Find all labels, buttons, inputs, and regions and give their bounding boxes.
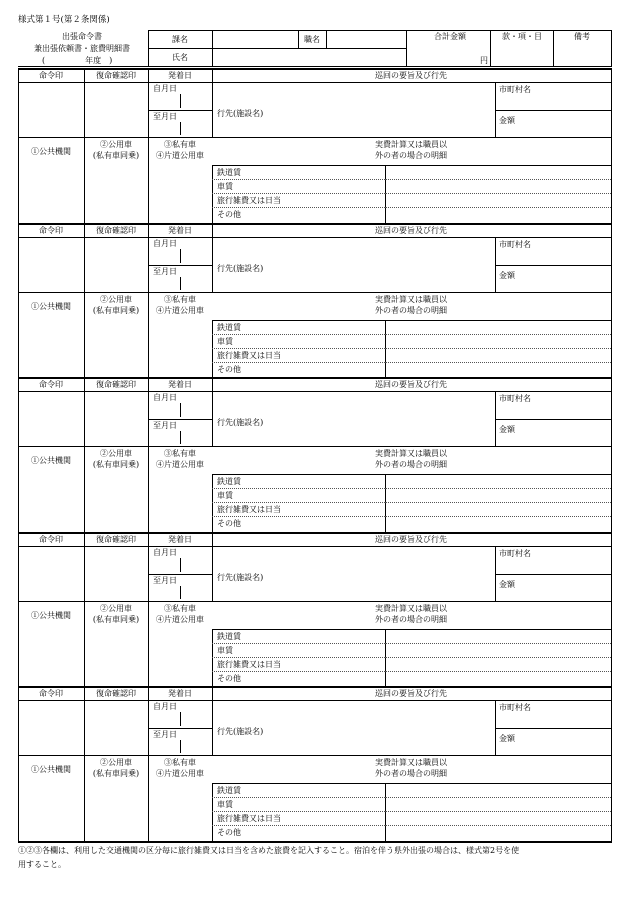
vehicle-label: 車賃 (217, 491, 233, 500)
to-date-label: 至月日 (153, 576, 177, 585)
actual-cost-label-1: 実費計算又は職員以 (375, 295, 447, 304)
actual-cost-label-2: 外の者の場合の明細 (375, 460, 447, 469)
detail-amount-field[interactable] (386, 812, 610, 824)
vehicle-label: 車賃 (217, 800, 233, 809)
detail-amount-field[interactable] (386, 180, 610, 192)
official-car-label: ②公用車 (100, 140, 132, 149)
amount-label: 金額 (499, 580, 515, 589)
detail-amount-field[interactable] (386, 349, 610, 361)
actual-cost-label-2: 外の者の場合の明細 (375, 151, 447, 160)
to-date-label: 至月日 (153, 267, 177, 276)
route-purpose-label: 巡回の要旨及び行先 (375, 71, 447, 80)
oneway-car-label: ④片道公用車 (156, 306, 204, 315)
dispatch-arrival-label: 発着日 (168, 380, 192, 389)
official-car-sub-label: (私有車同乗) (92, 306, 140, 315)
confirm-seal-label: 復命確認印 (96, 226, 136, 235)
official-car-field[interactable] (85, 630, 147, 685)
public-transport-label: ①公共機関 (31, 456, 71, 465)
to-date-label: 至月日 (153, 421, 177, 430)
confirm-seal-field[interactable] (85, 392, 147, 446)
actual-cost-label-1: 実費計算又は職員以 (375, 604, 447, 613)
budget-item-label: 款・項・目 (502, 32, 542, 41)
misc-label: 旅行雑費又は日当 (217, 505, 281, 514)
dispatch-arrival-label: 発着日 (168, 226, 192, 235)
detail-amount-field[interactable] (386, 475, 610, 487)
to-date-label: 至月日 (153, 112, 177, 121)
title-line-1: 出張命令書 (62, 32, 102, 41)
confirm-seal-label: 復命確認印 (96, 535, 136, 544)
public-transport-label: ①公共機関 (31, 765, 71, 774)
official-car-sub-label: (私有車同乗) (92, 769, 140, 778)
private-car-label: ③私有車 (164, 140, 196, 149)
oneway-car-label: ④片道公用車 (156, 460, 204, 469)
other-label: その他 (217, 519, 241, 528)
official-car-label: ②公用車 (100, 449, 132, 458)
actual-cost-label-1: 実費計算又は職員以 (375, 449, 447, 458)
destination-field[interactable] (260, 393, 490, 445)
actual-cost-label-2: 外の者の場合の明細 (375, 615, 447, 624)
from-date-label: 自月日 (153, 239, 177, 248)
detail-amount-field[interactable] (386, 363, 610, 375)
confirm-seal-label: 復命確認印 (96, 71, 136, 80)
other-label: その他 (217, 828, 241, 837)
railway-label: 鉄道賃 (217, 168, 241, 177)
fiscal-year: ( 年度 ) (42, 56, 113, 65)
confirm-seal-label: 復命確認印 (96, 380, 136, 389)
municipality-field[interactable] (496, 403, 610, 417)
railway-label: 鉄道賃 (217, 786, 241, 795)
amount-label: 金額 (499, 116, 515, 125)
municipality-field[interactable] (496, 94, 610, 108)
private-car-field[interactable] (149, 784, 211, 840)
official-car-field[interactable] (85, 166, 147, 222)
actual-cost-label-1: 実費計算又は職員以 (375, 140, 447, 149)
detail-amount-field[interactable] (386, 517, 610, 529)
actual-cost-label-2: 外の者の場合の明細 (375, 769, 447, 778)
municipality-field[interactable] (496, 558, 610, 572)
oneway-car-label: ④片道公用車 (156, 615, 204, 624)
order-seal-label: 命令印 (39, 71, 63, 80)
amount-field[interactable] (530, 576, 610, 600)
other-label: その他 (217, 365, 241, 374)
private-car-field[interactable] (149, 475, 211, 531)
amount-label: 金額 (499, 271, 515, 280)
detail-amount-field[interactable] (386, 503, 610, 515)
order-seal-field[interactable] (19, 701, 83, 755)
municipality-label: 市町村名 (499, 394, 531, 403)
destination-field[interactable] (260, 702, 490, 754)
public-transport-field[interactable] (19, 321, 83, 376)
other-label: その他 (217, 674, 241, 683)
position-field[interactable] (327, 31, 405, 47)
dispatch-arrival-label: 発着日 (168, 689, 192, 698)
official-car-field[interactable] (85, 784, 147, 840)
order-seal-field[interactable] (19, 547, 83, 601)
route-purpose-label: 巡回の要旨及び行先 (375, 226, 447, 235)
amount-field[interactable] (530, 267, 610, 291)
total-amount-label: 合計金額 (434, 32, 466, 41)
actual-cost-label-2: 外の者の場合の明細 (375, 306, 447, 315)
official-car-field[interactable] (85, 475, 147, 531)
amount-label: 金額 (499, 425, 515, 434)
dispatch-arrival-label: 発着日 (168, 71, 192, 80)
actual-cost-label-1: 実費計算又は職員以 (375, 758, 447, 767)
private-car-label: ③私有車 (164, 758, 196, 767)
route-purpose-label: 巡回の要旨及び行先 (375, 380, 447, 389)
other-label: その他 (217, 210, 241, 219)
confirm-seal-label: 復命確認印 (96, 689, 136, 698)
vehicle-label: 車賃 (217, 182, 233, 191)
municipality-field[interactable] (496, 249, 610, 263)
from-date-label: 自月日 (153, 84, 177, 93)
detail-amount-field[interactable] (386, 166, 610, 178)
destination-label: 行先(施設名) (217, 418, 264, 427)
detail-amount-field[interactable] (386, 784, 610, 796)
misc-label: 旅行雑費又は日当 (217, 351, 281, 360)
destination-field[interactable] (260, 239, 490, 291)
name-field[interactable] (213, 49, 405, 65)
destination-label: 行先(施設名) (217, 573, 264, 582)
vehicle-label: 車賃 (217, 337, 233, 346)
private-car-field[interactable] (149, 321, 211, 376)
oneway-car-label: ④片道公用車 (156, 769, 204, 778)
municipality-label: 市町村名 (499, 549, 531, 558)
public-transport-field[interactable] (19, 166, 83, 222)
official-car-label: ②公用車 (100, 604, 132, 613)
confirm-seal-field[interactable] (85, 238, 147, 292)
misc-label: 旅行雑費又は日当 (217, 196, 281, 205)
railway-label: 鉄道賃 (217, 477, 241, 486)
public-transport-label: ①公共機関 (31, 147, 71, 156)
official-car-field[interactable] (85, 321, 147, 376)
order-seal-label: 命令印 (39, 689, 63, 698)
detail-amount-field[interactable] (386, 335, 610, 347)
remarks-label: 備考 (574, 32, 590, 41)
to-date-label: 至月日 (153, 730, 177, 739)
detail-amount-field[interactable] (386, 798, 610, 810)
from-date-label: 自月日 (153, 393, 177, 402)
dispatch-arrival-label: 発着日 (168, 535, 192, 544)
order-seal-label: 命令印 (39, 380, 63, 389)
amount-field[interactable] (530, 421, 610, 445)
section-label: 課名 (172, 35, 188, 44)
municipality-label: 市町村名 (499, 240, 531, 249)
confirm-seal-field[interactable] (85, 547, 147, 601)
footnote-line-2: 用すること。 (18, 860, 66, 869)
form-label: 様式第１号(第２条関係) (18, 15, 110, 25)
public-transport-field[interactable] (19, 475, 83, 531)
private-car-field[interactable] (149, 166, 211, 222)
from-date-label: 自月日 (153, 702, 177, 711)
private-car-field[interactable] (149, 630, 211, 685)
footnote-line-1: ①②③各欄は、利用した交通機関の区分毎に旅行雑費又は日当を含めた旅費を記入すること。宿泊を伴う県外出張の場合は、様式第2号を使 (18, 846, 520, 855)
public-transport-label: ①公共機関 (31, 302, 71, 311)
public-transport-label: ①公共機関 (31, 611, 71, 620)
detail-amount-field[interactable] (386, 658, 610, 670)
municipality-label: 市町村名 (499, 85, 531, 94)
railway-label: 鉄道賃 (217, 632, 241, 641)
municipality-field[interactable] (496, 712, 610, 726)
amount-label: 金額 (499, 734, 515, 743)
confirm-seal-field[interactable] (85, 83, 147, 137)
destination-label: 行先(施設名) (217, 727, 264, 736)
municipality-label: 市町村名 (499, 703, 531, 712)
order-seal-field[interactable] (19, 83, 83, 137)
detail-amount-field[interactable] (386, 826, 610, 838)
order-seal-label: 命令印 (39, 535, 63, 544)
detail-amount-field[interactable] (386, 321, 610, 333)
destination-field[interactable] (260, 84, 490, 136)
official-car-sub-label: (私有車同乗) (92, 151, 140, 160)
official-car-label: ②公用車 (100, 295, 132, 304)
position-label: 職名 (304, 35, 320, 44)
name-label: 氏名 (172, 53, 188, 62)
official-car-sub-label: (私有車同乗) (92, 615, 140, 624)
destination-field[interactable] (260, 548, 490, 600)
oneway-car-label: ④片道公用車 (156, 151, 204, 160)
route-purpose-label: 巡回の要旨及び行先 (375, 535, 447, 544)
title-line-2: 兼出張依頼書・旅費明細書 (34, 44, 130, 53)
railway-label: 鉄道賃 (217, 323, 241, 332)
amount-field[interactable] (530, 730, 610, 754)
private-car-label: ③私有車 (164, 295, 196, 304)
order-seal-field[interactable] (19, 238, 83, 292)
official-car-label: ②公用車 (100, 758, 132, 767)
misc-label: 旅行雑費又は日当 (217, 814, 281, 823)
destination-label: 行先(施設名) (217, 109, 264, 118)
detail-amount-field[interactable] (386, 672, 610, 684)
private-car-label: ③私有車 (164, 449, 196, 458)
order-seal-field[interactable] (19, 392, 83, 446)
yen-label: 円 (480, 56, 488, 65)
private-car-label: ③私有車 (164, 604, 196, 613)
public-transport-field[interactable] (19, 784, 83, 840)
destination-label: 行先(施設名) (217, 264, 264, 273)
detail-amount-field[interactable] (386, 208, 610, 220)
official-car-sub-label: (私有車同乗) (92, 460, 140, 469)
detail-amount-field[interactable] (386, 644, 610, 656)
amount-field[interactable] (530, 112, 610, 136)
detail-amount-field[interactable] (386, 489, 610, 501)
section-field[interactable] (213, 31, 297, 47)
public-transport-field[interactable] (19, 630, 83, 685)
route-purpose-label: 巡回の要旨及び行先 (375, 689, 447, 698)
from-date-label: 自月日 (153, 548, 177, 557)
detail-amount-field[interactable] (386, 630, 610, 642)
total-amount-field[interactable] (407, 44, 489, 64)
confirm-seal-field[interactable] (85, 701, 147, 755)
detail-amount-field[interactable] (386, 194, 610, 206)
order-seal-label: 命令印 (39, 226, 63, 235)
vehicle-label: 車賃 (217, 646, 233, 655)
misc-label: 旅行雑費又は日当 (217, 660, 281, 669)
